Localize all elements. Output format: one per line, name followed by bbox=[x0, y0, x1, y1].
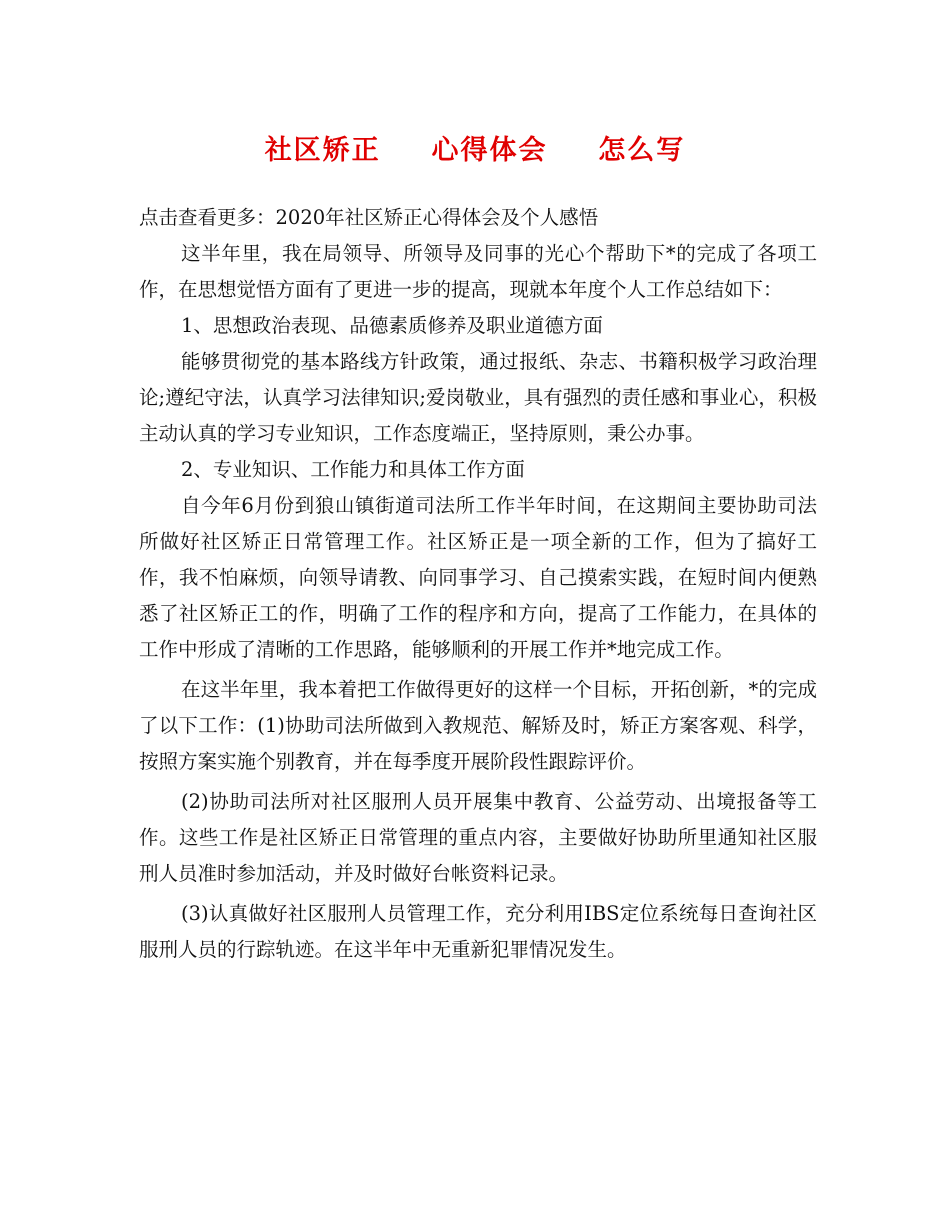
section-heading-2: 2、专业知识、工作能力和具体工作方面 bbox=[181, 458, 525, 481]
section-heading-1: 1、思想政治表现、品德素质修养及职业道德方面 bbox=[181, 314, 603, 337]
intro-paragraph: 这半年里，我在局领导、所领导及同事的光心个帮助下*的完成了各项工作，在思想觉悟方面有了更进一步的提高，现就本年度个人工作总结如下： bbox=[139, 242, 817, 301]
work-item-3-paragraph: (3)认真做好社区服刑人员管理工作，充分利用IBS定位系统每日查询社区服刑人员的行踪轨迹。在这半年中无重新犯罪情况发生。 bbox=[139, 902, 817, 961]
document-body bbox=[139, 200, 817, 968]
section-2-paragraph: 自今年6月份到狼山镇街道司法所工作半年时间，在这期间主要协助司法所做好社区矫正日常管理工作。社区矫正是一项全新的工作，但为了搞好工作，我不怕麻烦，向领导请教、向同事学习、自己摸索实践，在短时间内便熟悉了社区矫正工的作，明确了工作的程序和方向，提高了工作能力，在具体的工作中形成了清晰的工作思路，能够顺利的开展工作并*地完成工作。 bbox=[139, 494, 817, 661]
more-link-line[interactable]: 点击查看更多：2020年社区矫正心得体会及个人感悟 bbox=[139, 206, 599, 229]
work-list-paragraph: 在这半年里，我本着把工作做得更好的这样一个目标，开拓创新，*的完成了以下工作：(1)协助司法所做到入教规范、解矫及时，矫正方案客观、科学，按照方案实施个别教育，并在每季度开展阶段性跟踪评价。 bbox=[139, 678, 817, 773]
section-1-paragraph: 能够贯彻党的基本路线方针政策，通过报纸、杂志、书籍积极学习政治理论;遵纪守法，认真学习法律知识;爱岗敬业，具有强烈的责任感和事业心，积极主动认真的学习专业知识，工作态度端正，坚持原则，秉公办事。 bbox=[139, 350, 817, 445]
document-title: 社区矫正 心得体会 怎么写 bbox=[264, 135, 686, 166]
work-item-2-paragraph: (2)协助司法所对社区服刑人员开展集中教育、公益劳动、出境报备等工作。这些工作是社区矫正日常管理的重点内容，主要做好协助所里通知社区服刑人员准时参加活动，并及时做好台帐资料记录。 bbox=[139, 790, 817, 885]
